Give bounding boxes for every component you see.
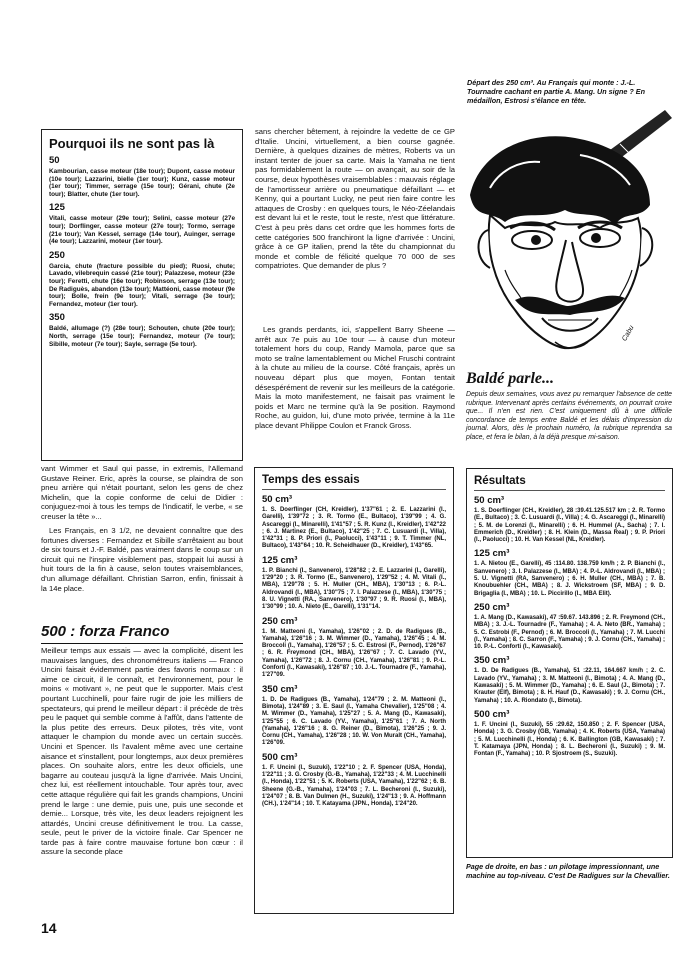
qualifying-section bbox=[262, 752, 446, 809]
qualifying-times-box bbox=[254, 467, 454, 914]
balde-text: Depuis deux semaines, vous avez pu remarquer l'absence de cette rubrique. Intervenant après certains événements, on pourrait croire que... Il n'en est rien. C'est uniquement dû à une difficile concordance de temps entre Baldé et les délais d'impression du journal. Alors, dès le prochain numéro, la rubrique reprendra sa place, et fera le bilan, à la déjà presque mi-saison. bbox=[466, 391, 672, 441]
caricature-signature: Cabu bbox=[621, 324, 636, 343]
section-heading-500 bbox=[41, 623, 243, 644]
balde-title: Baldé parle... bbox=[466, 370, 554, 387]
dnf-text: Baldé, allumage (?) (28e tour); Schouten, chute (20e tour); North, serrage (15e tour); Fernandez, moteur (7e tour); Sibille, moteur (7e tour); Sayle, serrage (5e tour). bbox=[49, 325, 235, 348]
results-text: 1. D. De Radigues (B., Yamaha), 51 :22.11, 164.667 km/h ; 2. C. Lavado (YV., Yamaha) ; 3. M. Matteoni (I., Bimota) ; 4. A. Mang (D., Kawasaki) ; 5. M. Wimmer (D., Yamaha) ; 6. E. Saul (J., Bimota) ; 7. Krauter (Elf), Bimota) ; 8. H. Hauf (D., Kawasaki) ; 9. J. Cornu (CH., Yamaha) ; 10. A. Riondato (I., Bimota). bbox=[474, 668, 665, 704]
qualifying-text: 1. F. Uncini (I., Suzuki), 1'22"10 ; 2. F. Spencer (USA, Honda), 1'22"11 ; 3. G. Crosby (G.-B., Yamaha), 1'22"33 ; 4. M. Lucchinelli (I., Honda), 1'22"51 ; 5. K. Roberts (USA, Yamaha), 1'22"62 ; 6. B. Sheene (G.-B., Yamaha), 1'24"03 ; 7. L. Becheroni (I., Suzuki), 1'24"07 ; 8. B. Van Dulmen (H., Suzuki), 1'24"13 ; 9. A. Hoffmann (CH.), 1'24"14 ; 10. T. Katayama (JPN., Honda), 1'24"20. bbox=[262, 764, 446, 808]
results-section bbox=[474, 655, 665, 704]
dnf-text: Vitali, casse moteur (29e tour); Selini, casse moteur (27e tour); Dorflinger, casse moteur (27e tour); Tormo, serrage (21e tour); Van Kessel, serrage (14e tour), Auinger, serrage (4e tour); Lazzarini, moteur (1er tour). bbox=[49, 215, 235, 246]
section-heading-500-text: 500 : forza Franco bbox=[41, 623, 170, 640]
qualifying-heading: 500 cm³ bbox=[262, 751, 298, 763]
photo-caption-top bbox=[467, 78, 667, 105]
results-section bbox=[474, 495, 665, 544]
dnf-box-title: Pourquoi ils ne sont pas là bbox=[49, 136, 215, 151]
results-heading: 125 cm³ bbox=[474, 548, 510, 560]
article-paragraph: vant Wimmer et Saul qui passe, in extremis, l'Allemand Gustave Reiner. Eric, après la course, se plaindra de son pneu arrière qui n'était pourtant, selon les gens de chez Michelin, que la copie conforme de celui de Didier : conjuguez-moi à tous les temps de l'indicatif, le verbe, « se creuser la tête »... bbox=[41, 464, 243, 521]
qualifying-text: 1. S. Doerflinger (CH, Kreidler), 1'37"61 ; 2. E. Lazzarini (I., Garelli), 1'39"72 ; 3. R. Tormo (E., Bultaco), 1'39"99 ; 4. G. Ascareggi (I., Minarelli), 1'41"57 ; 5. R. Kunz (I., Kreidler), 1'42"22 ; 6. J. Martinez (E., Bultaco), 1'42"25 ; 7. C. Lusuardi (I., Villa), 1'42"31 ; 8. P. Priori (I., Paolucci), 1'43"11 ; 9. T. Timmer (NL, Bultaco), 1'43"64 ; 10. R. Scheidhauer (D., Kreidler), 1'43"65. bbox=[262, 507, 446, 550]
qualifying-text: 1. D. De Radigues (B., Yamaha), 1'24"79 ; 2. M. Matteoni (I., Bimota), 1'24"89 ; 3. E. Saul (I., Yamaha Chevalier), 1'25"08 ; 4. M. Wimmer (D., Yamaha), 1'25"27 ; 5. A. Mang (D., Kawasaki), 1'25"55 ; 6. C. Lavado (YV., Yamaha), 1'25"61 ; 7. A. North (Yamaha), 1'26"16 ; 8. G. Reiner (D., Bimota), 1'26"25 ; 9. J. Cornu (CH., Yamaha), 1'26"28 ; 10. W. Von Muralt (CH., Yamaha), 1'26"09. bbox=[262, 696, 446, 747]
results-text: 1. F. Uncini (I., Suzuki), 55 :29.62, 150.850 ; 2. F. Spencer (USA, Honda) ; 3. G. Crosby (GB, Yamaha) ; 4. K. Roberts (USA, Yamaha) ; 5. M. Lucchinelli (I., Honda) ; 6. K. Ballington (GB, Kawasaki) ; 7. T. Katamaya (JPN, Honda) ; 8. L. Becheroni (I., Suzuki) ; 9. M. Fontan (F., Yamaha) ; 10. P. Sjostroem (S., Suzuki). bbox=[474, 721, 665, 758]
qualifying-text: 1. M. Matteoni (I., Yamaha), 1'26"02 ; 2. D. de Radigues (B., Yamaha), 1'26"16 ; 3. M. Wimmer (D., Yamaha), 1'26"45 ; 4. M. Broccoli (I., Yamaha), 1'26"57 ; 5. C. Estrosi (F., Pernod), 1'26"67 ; 6. R. Freymond (CH., MBA), 1'26"67 ; 7. C. Lavado (YV., Yamaha), 1'26"72 ; 8. J. Cornu (CH., Yamaha), 1'26"81 ; 9. P.-L. Conforti (I., Kawasaki), 1'26"87 ; 10. J.-L. Tournadre (F., Yamaha), 1'27"09. bbox=[262, 628, 446, 679]
qualifying-text: 1. P. Bianchi (I., Sanvenero), 1'28"82 ; 2. E. Lazzarini (I., Garelli), 1'29"20 ; 3. R. Tormo (E., Sanvenero), 1'29"52 ; 4. M. Vitali (I., MBA), 1'29"78 ; 5. H. Muller (CH., MBA), 1'30"13 ; 6. P.-L. Aldrovandi (I., MBA), 1'30"75 ; 7. I. Palazzese (I., MBA), 1'30"75 ; 8. U. Vignetti (RA., Sanvenero), 1'30"97 ; 9. R. Ruosi (I., MBA), 1'30"99 ; 10. A. Nieto (E., Garelli), 1'31"14. bbox=[262, 567, 446, 611]
article-paragraph: Les grands perdants, ici, s'appellent Barry Sheene — arrêt aux 7e puis au 10e tour — à cause d'un moteur totalement hors du coup, Randy Mamola, parce que sa moto se traîne lamentablement ou Michel Fruschi contraint à la chute au milieu de la course. Côté français, après un nouveau départ plus que moyen, Fontan tentait désespérément de revenir sur les meilleurs de la catégorie. Mais la moto manifestement, ne faisait pas vraiment le poids et Marc ne termine qu'à la 9e position. Raymond Roche, au guidon, lui, d'une moto privée, termine à la 11e place devant Philippe Coulon et Franck Gross. bbox=[255, 325, 455, 430]
qualifying-section bbox=[262, 684, 446, 748]
results-heading: 350 cm³ bbox=[474, 655, 510, 667]
results-title: Résultats bbox=[474, 475, 665, 491]
qualifying-heading: 50 cm³ bbox=[262, 494, 293, 505]
dnf-box bbox=[41, 129, 243, 461]
results-section bbox=[474, 709, 665, 758]
dnf-text: Garcia, chute (fracture possible du pied); Ruosi, chute; Lavado, vilebrequin cassé (21e tour); Palazzese, moteur (23e tour); Feretti, chute (16e tour); Robinson, serrage (13e tour); De Radiguès, abandon (13e tour); Mattéoni, casse moteur (9e tour); Bolle, frein (9e tour); Vitali, serrage (3e tour); Fernandez, moteur (1er tour). bbox=[49, 262, 235, 308]
results-section bbox=[474, 548, 665, 597]
qualifying-heading: 250 cm³ bbox=[262, 615, 298, 627]
dnf-heading: 50 bbox=[49, 155, 60, 166]
qualifying-times-title: Temps des essais bbox=[262, 474, 446, 490]
results-box bbox=[466, 468, 673, 858]
results-text: 1. S. Doerflinger (CH., Kreidler), 28 :39.41.125.517 km ; 2. R. Tormo (E., Bultaco) ; 3. C. Lusuardi (I., Villa) ; 4. G. Ascareggi (I., Minarelli) ; 5. M. de Lorenzi (I., Minarelli) ; 6. H. Hummel (A., Sacha) ; 7. I. Emmerich (D., Kreidler) ; 8. H. Klein (D., Massa Real) ; 9. P. Priori (I., Paolucci) ; 10. H. Van Kessel (NL, Kreidler). bbox=[474, 508, 665, 544]
dnf-section bbox=[49, 155, 235, 198]
dnf-section bbox=[49, 250, 235, 309]
dnf-section bbox=[49, 202, 235, 245]
dnf-text: Kambourian, casse moteur (18e tour); Dupont, casse moteur (10e tour); Lazzarini, bielle (1er tour); Kunz, casse moteur (1er tour); Timmer, serrage (15e tour); Gérani, chute (2e tour); Blatter, chute (1er tour). bbox=[49, 168, 235, 198]
qualifying-section bbox=[262, 616, 446, 680]
qualifying-heading: 125 cm³ bbox=[262, 554, 298, 566]
photo-caption-top-text: Départ des 250 cm³. Au Français qui monte : J.-L. Tournadre cachant en partie A. Mang. Un signe ? En médaillon, Estrosi s'élance en tête. bbox=[467, 78, 645, 105]
results-text: 1. A. Mang (D., Kawasaki), 47 :59.67. 143.896 ; 2. R. Freymond (CH., MBA) ; 3. J.-L. Tournadre (F., Yamaha) ; 4. A. Neto (BR., Yamaha) ; 5. C. Estrobi (F., Pernod) ; 6. M. Broccoli (I., Yamaha) ; 7. M. Lucchi (I., Yamaha) ; 8. C. Sarron (F., Yamaha) ; 9. J. Cornu (CH., Yamaha) ; 10. P.-L. Conforti (I., Kawasaki). bbox=[474, 614, 665, 651]
article-paragraph: sans chercher bêtement, à rejoindre la vedette de ce GP d'Italie. Uncini, virtuellement, a bien course gagnée. Dernière, à quelques dizaines de mètres, Roberts va un instant tenter de jouer sa carte. Mais la Yamaha ne tient pas formidablement la route — on avançait, au soir de la course, deux hypothèses vraisemblables : mauvais réglage de l'amortisseur arrière ou pneumatique défaillant — et Kenny, qui a pourtant Lucky, ne peut rien faire contre les attaques de Crosby : en quelques tours, le Néo-Zéelandais est devant lui et le reste, tout le reste, n'est que littérature. C'est à peu près dans cet ordre que les hommes forts de cette catégories 500 franchiront la ligne d'arrivée : Uncini, grâce à ce GP italien, prend la tête du championnat du monde et comble de félicité quelque 70 000 de ses compatriotes. Que demander de plus ? bbox=[255, 127, 455, 271]
qualifying-section bbox=[262, 555, 446, 612]
qualifying-heading: 350 cm³ bbox=[262, 683, 298, 695]
results-section bbox=[474, 602, 665, 651]
article-paragraph: Les Français, en 3 1/2, ne devaient connaître que des fortunes diverses : Fernandez et Sibille s'arrêtaient au bout de six tours et J.-F. Baldé, pas vraiment dans le coup sur un circuit qui ne l'inspire visiblement pas, stoppait lui aussi à huit tours de la fin à cause, selon toutes vraisemblances, d'un allumage défaillant. Christian Sarron, enfin, finissait à la 14e place. bbox=[41, 526, 243, 593]
results-text: 1. A. Nietou (E., Garelli), 45 :114.80. 138.759 km/h ; 2. P. Bianchi (I., Sanvenero) ; 3. I. Palazzese (I., MBA) ; 4. P.-L. Aldrovandi (I., MBA) ; 5. U. Vignetti (RA, Sanvenero) ; 6. H. Muller (CH., MBA) ; 7. B. Knoubuehler (CH., MBA) ; 8. J. Wickstroem (SF, MBA) ; 9. D. Brigaglia (I., MBA) ; 10. L. Piccirillo (I., MBA Elit). bbox=[474, 561, 665, 597]
results-heading: 50 cm³ bbox=[474, 495, 505, 506]
balde-caricature bbox=[460, 110, 680, 370]
dnf-heading: 250 bbox=[49, 249, 65, 261]
photo-caption-bottom: Page de droite, en bas : un pilotage impressionnant, une machine au top-niveau. C'est De Radigues sur la Chevallier. bbox=[466, 862, 670, 880]
qualifying-section bbox=[262, 494, 446, 551]
dnf-heading: 125 bbox=[49, 202, 65, 214]
article-paragraph: Meilleur temps aux essais — avec la complicité, disent les mauvaises langues, des chronométreurs italiens — Franco Uncini faisait évidemment partie des favoris normaux : il aime ce circuit, il le connaît, et l'environnement, pour le moins « motivant », ne peut que le supporter. Mais c'est pourtant Lucchinelli, pour faire rugir de joie les milliers de spectateurs, qui prend le meilleur départ : il précède de très peu le paquet qui semble comme à l'affût, dans l'attente de la plus petite des erreurs. Deux pilotes, très vite, vont attaquer le champion du monde avec un certain succès. Uncini et Spencer. Ils l'avalent même avec une certaine aisance et s'installent, pour longtemps, aux deux premières places. On souhaite alors, entre les deux officiels, une bagarre au couteau jusqu'à la ligne d'arrivée. Mais Uncini, chez lui, est réellement intouchable. Tour après tour, avec cette attaque régulière qui fait les grands champions, Uncini prend le large : une demie, puis une, puis une seconde et demie... Lorsque, très vite, les deux leaders rejoignent les attardés, Uncini creuse définitivement le trou. La casse, seule, peut le priver de la victoire finale. Car Spencer ne tarde pas à faire contre mauvaise fortune bon cœur : il assure la seconde place bbox=[41, 646, 243, 857]
results-heading: 500 cm³ bbox=[474, 708, 510, 720]
results-heading: 250 cm³ bbox=[474, 601, 510, 613]
dnf-heading: 350 bbox=[49, 312, 65, 324]
dnf-section bbox=[49, 312, 235, 348]
page-number: 14 bbox=[41, 920, 57, 936]
